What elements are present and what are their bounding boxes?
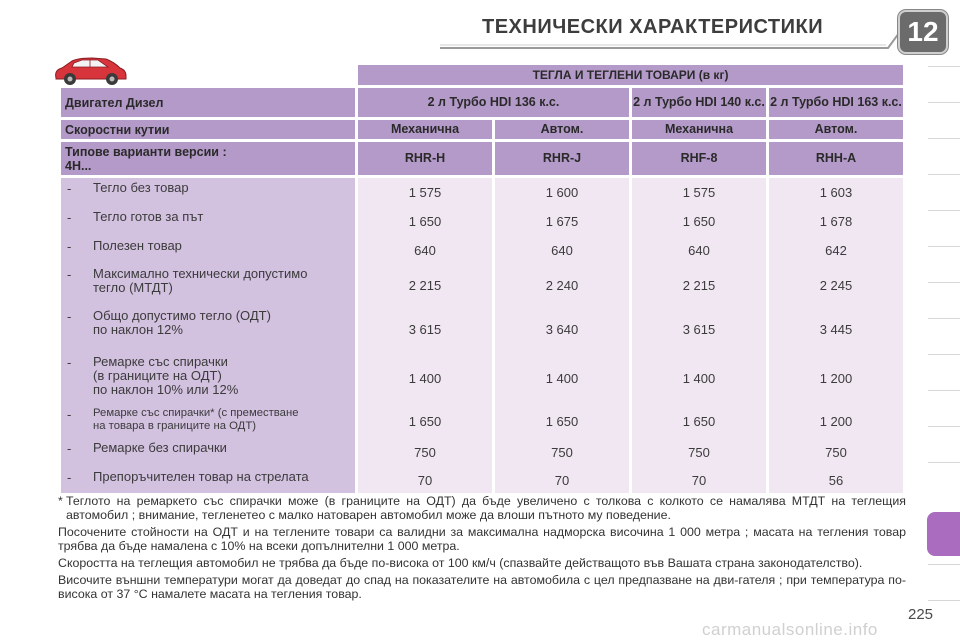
row-label (61, 352, 355, 404)
cell-value: 640 (551, 242, 573, 258)
values-column-2 (495, 178, 629, 493)
version-4: RHH-A (769, 142, 903, 175)
version-3: RHF-8 (632, 142, 766, 175)
versions-label-line2: 4H... (65, 158, 92, 173)
chapter-tab[interactable] (928, 210, 960, 247)
cell-value: 1 650 (408, 214, 442, 229)
page-title: ТЕХНИЧЕСКИ ХАРАКТЕРИСТИКИ (482, 16, 824, 38)
bullet-dash: - (67, 210, 72, 225)
bullet-dash: - (67, 470, 72, 485)
row-values (358, 178, 492, 493)
notes (58, 494, 906, 601)
bullet-dash: - (67, 267, 72, 282)
cell-value: 2 245 (819, 277, 853, 293)
chapter-tab[interactable] (928, 282, 960, 319)
cell-value: 750 (825, 445, 847, 460)
cell-value: 1 575 (682, 185, 716, 200)
chapter-tab-active[interactable] (927, 512, 960, 556)
cell-value: 640 (414, 242, 436, 258)
cell-value: 750 (414, 445, 436, 460)
cell-value: 70 (554, 472, 570, 488)
chapter-tab[interactable] (928, 354, 960, 391)
cell-value: 56 (828, 472, 844, 488)
note-paragraph: Височите външни температури могат да доведат до спад на показателите на автомобила с цел предпазване на дви-гателя ; при температура по-висока от 37 °С намалете масата на тегления товар. (58, 573, 906, 601)
cell-value: 1 400 (682, 370, 716, 386)
row-label (61, 404, 355, 438)
chapter-tab[interactable] (928, 102, 960, 139)
row-label-text: Препоръчителен товар на стрелата (93, 469, 309, 484)
chapter-tab[interactable] (928, 318, 960, 355)
labels-column (61, 178, 355, 493)
row-values (632, 178, 766, 493)
row-label (61, 207, 355, 236)
bullet-dash: - (67, 239, 72, 254)
note-paragraph: Скоростта на теглещия автомобил не трябва да бъде по-висока от 100 км/ч (спазвайте действащото във Вашата страна законодателство). (58, 556, 863, 570)
cell-value: 750 (551, 445, 573, 460)
row-label (61, 264, 355, 306)
values-column-1 (358, 178, 492, 493)
cell-value: 1 600 (545, 185, 579, 200)
bullet-dash: - (67, 355, 72, 370)
chapter-tab[interactable] (928, 138, 960, 175)
row-label-text: Тегло готов за път (93, 209, 204, 224)
bullet-dash: - (67, 181, 72, 196)
cell-value: 1 650 (408, 413, 442, 429)
cell-value: 3 640 (545, 321, 579, 337)
versions-label-line1: Типове варианти версии : (65, 144, 227, 159)
gearbox-4: Автом. (769, 120, 903, 139)
watermark: carmanualsonline.info (702, 620, 878, 639)
cell-value: 70 (417, 472, 433, 488)
chapter-tab[interactable] (928, 390, 960, 427)
row-labels (61, 178, 355, 493)
chapter-tab[interactable] (928, 600, 960, 637)
cell-value: 3 615 (408, 321, 442, 337)
cell-value: 642 (825, 242, 847, 258)
footnote-text: Теглото на ремаркето със спирачки може (в границите на ОДТ) да бъде увеличено с толкова с колкото се намалява МТДТ на теглещия автомобил ; внимание, тегленетео с малко натоварен автомобил може да влоши пътното му поведение. (66, 494, 906, 522)
footnote (58, 494, 906, 522)
row-label (61, 178, 355, 207)
engine-3: 2 л Турбо HDI 163 к.с. (769, 88, 903, 117)
row-values (769, 178, 903, 493)
chapter-tab[interactable] (928, 426, 960, 463)
cell-value: 1 200 (819, 370, 853, 386)
chapter-tab[interactable] (928, 174, 960, 211)
cell-value: 1 575 (408, 185, 442, 200)
chapter-tab[interactable] (928, 462, 960, 499)
row-label (61, 236, 355, 264)
cell-value: 2 240 (545, 277, 579, 293)
footnote-mark: * (58, 494, 63, 508)
row-label-text: Ремарке със спирачки (в границите на ОДТ) по наклон 10% или 12% (93, 354, 239, 397)
row-label-text: Ремарке без спирачки (93, 440, 227, 455)
cell-value: 750 (688, 445, 710, 460)
row-label-text: Общо допустимо тегло (ОДТ) по наклон 12% (93, 308, 271, 337)
cell-value: 1 678 (819, 214, 853, 229)
bullet-dash: - (67, 441, 72, 456)
cell-value: 1 650 (545, 413, 579, 429)
bullet-dash: - (67, 309, 72, 324)
row-label (61, 438, 355, 467)
row-values (495, 178, 629, 493)
cell-value: 2 215 (408, 277, 442, 293)
row-label (61, 467, 355, 493)
cell-value: 1 603 (819, 185, 853, 200)
cell-value: 70 (691, 472, 707, 488)
cell-value: 3 445 (819, 321, 853, 337)
values-column-4 (769, 178, 903, 493)
gearbox-label: Скоростни кутии (61, 120, 355, 139)
values-column-3 (632, 178, 766, 493)
chapter-tab[interactable] (928, 564, 960, 601)
row-label-text: Полезен товар (93, 238, 182, 253)
note-paragraph: Посочените стойности на ОДТ и на теглените товари са валидни за максимална надморска височина 1 000 метра ; масата на тегления товар трябва да бъде намалена с 10% на всеки допълнителни 1 000 метра. (58, 525, 906, 553)
cell-value: 1 675 (545, 214, 579, 229)
gearbox-1: Механична (358, 120, 492, 139)
row-label-text: Тегло без товар (93, 180, 189, 195)
cell-value: 1 400 (545, 370, 579, 386)
cell-value: 3 615 (682, 321, 716, 337)
chapter-tab[interactable] (928, 66, 960, 103)
engine-label: Двигател Дизел (61, 88, 355, 117)
versions-label (61, 142, 355, 175)
cell-value: 640 (688, 242, 710, 258)
bullet-dash: - (67, 407, 72, 422)
cell-value: 1 650 (682, 214, 716, 229)
version-1: RHR-H (358, 142, 492, 175)
engine-2: 2 л Турбо HDI 140 к.с. (632, 88, 766, 117)
row-label-text: Максимално технически допустимо тегло (МТДТ) (93, 266, 308, 295)
cell-value: 1 200 (819, 413, 853, 429)
weights-table (58, 62, 906, 496)
gearbox-2: Автом. (495, 120, 629, 139)
cell-value: 1 400 (408, 370, 442, 386)
chapter-badge: 12 (898, 10, 948, 54)
engine-1: 2 л Турбо HDI 136 к.с. (358, 88, 629, 117)
version-2: RHR-J (495, 142, 629, 175)
gearbox-3: Механична (632, 120, 766, 139)
page-number: 225 (908, 606, 934, 623)
row-label (61, 306, 355, 352)
cell-value: 2 215 (682, 277, 716, 293)
cell-value: 1 650 (682, 413, 716, 429)
chapter-tab[interactable] (928, 246, 960, 283)
row-label-text: Ремарке със спирачки* (с преместване на товара в границите на ОДТ) (93, 407, 299, 432)
table-title: ТЕГЛА И ТЕГЛЕНИ ТОВАРИ (в кг) (358, 65, 903, 85)
